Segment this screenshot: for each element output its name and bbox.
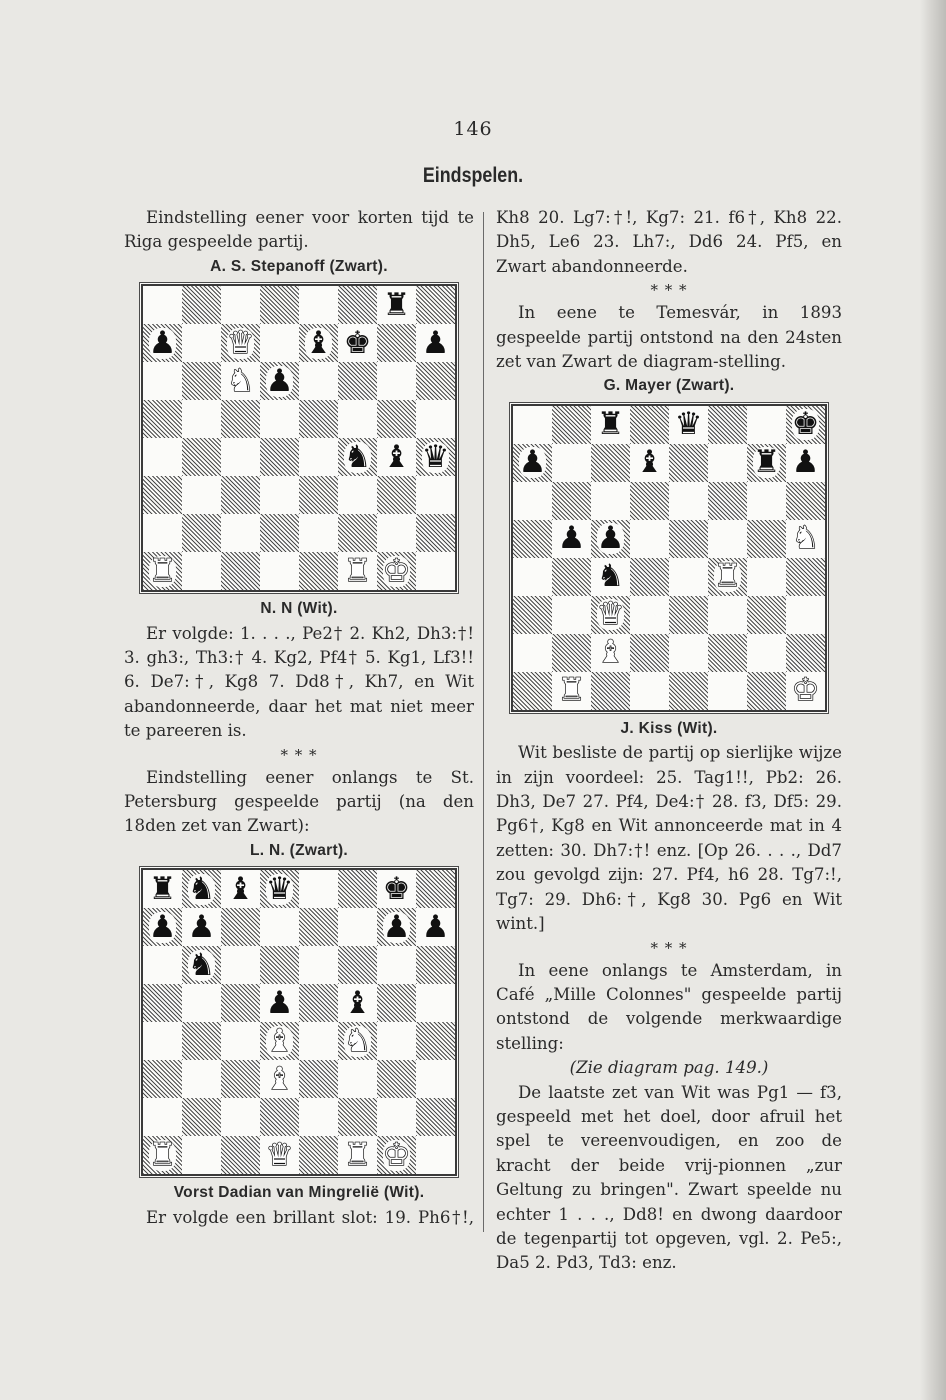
black-king-icon: ♚ — [343, 324, 372, 361]
board-square — [221, 1060, 260, 1098]
board-square — [786, 596, 825, 634]
white-knight-icon: ♞ ♞ — [227, 366, 255, 397]
board-square — [630, 558, 669, 596]
white-bishop-icon: ♝ ♝ — [266, 1064, 294, 1095]
board-square — [416, 984, 455, 1022]
board-square — [377, 476, 416, 514]
board-square — [669, 634, 708, 672]
board-square — [221, 1136, 260, 1174]
board-square — [299, 870, 338, 908]
board-square — [143, 438, 182, 476]
black-knight-icon: ♞ — [187, 946, 216, 983]
board-square — [260, 362, 299, 400]
board-square — [299, 476, 338, 514]
moves-temesvar: Wit besliste de partij op sierlijke wijze in zijn voordeel: 25. Tag1!!, Pb2: 26. Dh3, De7 27. Pf4, De4:† 28. f3, Df5: 29. Pg6†, Kg8 en Wit annonceerde mat in 4 zetten: 30. Dh7:†! enz. [Op 26. . . ., Dd7 zou gevolgd zijn: 27. Pf4, h6 28. Tg7:!, Tg7: 29. Dh6:†, Kg8 30. Pg6 en Wit wint.] — [496, 743, 842, 934]
board-square — [338, 1136, 377, 1174]
board-square — [143, 984, 182, 1022]
board-square — [786, 634, 825, 672]
board-square — [630, 482, 669, 520]
board-square — [221, 362, 260, 400]
black-knight-icon: ♞ — [343, 438, 372, 475]
board-square — [513, 520, 552, 558]
board-square — [221, 946, 260, 984]
board-square — [708, 444, 747, 482]
board-square — [182, 946, 221, 984]
chess-diagram-petersburg — [141, 868, 457, 1176]
board-square — [143, 552, 182, 590]
board-square — [591, 558, 630, 596]
board-square — [143, 908, 182, 946]
moves-petersburg-start: Er volgde een brillant slot: 19. Ph6†!, — [146, 1207, 474, 1227]
board-square — [377, 514, 416, 552]
board-square — [299, 438, 338, 476]
board-square — [182, 514, 221, 552]
board-square — [338, 552, 377, 590]
board-square — [338, 438, 377, 476]
board-square — [630, 520, 669, 558]
board-square — [338, 324, 377, 362]
board-square — [299, 946, 338, 984]
board-square — [552, 596, 591, 634]
board-square — [630, 406, 669, 444]
board-square — [221, 400, 260, 438]
black-queen-icon: ♛ — [674, 406, 703, 443]
board-square — [630, 634, 669, 672]
caption-mayer: G. Mayer (Zwart). — [603, 377, 735, 395]
white-bishop-icon: ♝ ♝ — [597, 637, 625, 668]
intro-riga: Eindstelling eener voor korten tijd te Riga gespeelde partij. — [124, 208, 474, 252]
section-separator: * * * — [280, 745, 318, 764]
black-queen-icon: ♛ — [421, 438, 450, 475]
board-square — [669, 406, 708, 444]
board-square — [299, 362, 338, 400]
board-square — [591, 482, 630, 520]
board-square — [260, 1098, 299, 1136]
board-square — [377, 362, 416, 400]
board-square — [338, 908, 377, 946]
intro-petersburg: Eindstelling eener onlangs te St. Petersburg gespeelde partij (na den 18den zet van Zwart): — [124, 767, 474, 836]
board-square — [377, 400, 416, 438]
board-square — [182, 552, 221, 590]
board-square — [299, 984, 338, 1022]
black-rook-icon: ♜ — [148, 870, 177, 907]
page-edge-shadow — [920, 0, 946, 1400]
black-knight-icon: ♞ — [596, 558, 625, 595]
board-square — [221, 514, 260, 552]
board-square — [260, 946, 299, 984]
board-square — [591, 406, 630, 444]
board-square — [299, 514, 338, 552]
board-square — [377, 1136, 416, 1174]
board-square — [708, 406, 747, 444]
board-square — [630, 444, 669, 482]
board-square — [338, 1060, 377, 1098]
black-pawn-icon: ♟ — [187, 908, 216, 945]
diagram-reference: (Zie diagram pag. 149.) — [569, 1058, 769, 1078]
board-square — [260, 1136, 299, 1174]
board-square — [591, 520, 630, 558]
board-square — [786, 520, 825, 558]
board-square — [143, 946, 182, 984]
board-square — [552, 482, 591, 520]
board-square — [299, 1022, 338, 1060]
intro-temesvar: In eene te Temesvár, in 1893 gespeelde partij ontstond na den 24sten zet van Zwart de diagram-stelling. — [496, 303, 842, 372]
board-square — [182, 400, 221, 438]
board-square — [630, 672, 669, 710]
white-rook-icon: ♜ ♜ — [344, 1140, 372, 1171]
board-square — [669, 520, 708, 558]
board-square — [747, 596, 786, 634]
section-heading: Eindspelen. — [422, 164, 524, 187]
board-square — [377, 552, 416, 590]
board-square — [708, 596, 747, 634]
board-square — [260, 552, 299, 590]
board-square — [669, 444, 708, 482]
white-knight-icon: ♞ ♞ — [792, 523, 820, 554]
board-square — [513, 596, 552, 634]
board-square — [377, 1098, 416, 1136]
board-square — [143, 870, 182, 908]
board-square — [708, 558, 747, 596]
board-square — [416, 552, 455, 590]
board-square — [182, 1136, 221, 1174]
board-square — [338, 476, 377, 514]
board-square — [747, 482, 786, 520]
board-square — [143, 476, 182, 514]
board-square — [747, 406, 786, 444]
board-square — [260, 324, 299, 362]
board-square — [221, 438, 260, 476]
board-square — [416, 476, 455, 514]
board-square — [338, 984, 377, 1022]
board-square — [143, 324, 182, 362]
intro-amsterdam: In eene onlangs te Amsterdam, in Café „Mille Colonnes" gespeelde partij ontstond de volgende merkwaardige stelling: — [496, 960, 842, 1053]
board-square — [299, 1060, 338, 1098]
board-square — [513, 482, 552, 520]
board-square — [221, 286, 260, 324]
board-square — [552, 672, 591, 710]
board-square — [669, 482, 708, 520]
board-square — [747, 444, 786, 482]
board-square — [260, 1022, 299, 1060]
board-square — [260, 870, 299, 908]
black-pawn-icon: ♟ — [421, 324, 450, 361]
board-square — [299, 286, 338, 324]
board-square — [143, 514, 182, 552]
board-square — [338, 514, 377, 552]
board-square — [143, 400, 182, 438]
white-queen-icon: ♛ ♛ — [597, 599, 625, 630]
chess-diagram-temesvar — [511, 404, 827, 712]
board-square — [260, 514, 299, 552]
board-square — [669, 596, 708, 634]
board-square — [416, 514, 455, 552]
board-square — [221, 1022, 260, 1060]
board-square — [416, 324, 455, 362]
board-square — [377, 1022, 416, 1060]
black-rook-icon: ♜ — [596, 406, 625, 443]
board-square — [182, 908, 221, 946]
board-square — [182, 362, 221, 400]
board-square — [747, 558, 786, 596]
board-square — [513, 558, 552, 596]
board-square — [552, 520, 591, 558]
board-square — [299, 1136, 338, 1174]
white-bishop-icon: ♝ ♝ — [266, 1026, 294, 1057]
board-square — [786, 558, 825, 596]
board-square — [338, 1022, 377, 1060]
board-square — [416, 908, 455, 946]
board-square — [299, 908, 338, 946]
white-rook-icon: ♜ ♜ — [558, 675, 586, 706]
board-square — [338, 870, 377, 908]
black-knight-icon: ♞ — [187, 870, 216, 907]
white-rook-icon: ♜ ♜ — [149, 1140, 177, 1171]
board-square — [377, 324, 416, 362]
board-square — [552, 558, 591, 596]
board-square — [260, 286, 299, 324]
board-square — [182, 476, 221, 514]
moves-petersburg-cont: Kh8 20. Lg7:†!, Kg7: 21. f6†, Kh8 22. Dh5, Le6 23. Lh7:, Dd6 24. Pf5, en Zwart abandonneerde. — [496, 208, 842, 276]
black-pawn-icon: ♟ — [557, 520, 586, 557]
white-rook-icon: ♜ ♜ — [344, 556, 372, 587]
board-square — [143, 1060, 182, 1098]
board-square — [260, 400, 299, 438]
board-square — [260, 438, 299, 476]
board-square — [221, 324, 260, 362]
black-pawn-icon: ♟ — [148, 908, 177, 945]
board-square — [513, 672, 552, 710]
board-square — [552, 634, 591, 672]
board-square — [747, 672, 786, 710]
black-bishop-icon: ♝ — [226, 870, 255, 907]
board-square — [182, 438, 221, 476]
black-bishop-icon: ♝ — [304, 324, 333, 361]
board-square — [143, 362, 182, 400]
board-square — [182, 1060, 221, 1098]
board-square — [416, 946, 455, 984]
board-square — [377, 286, 416, 324]
white-queen-icon: ♛ ♛ — [266, 1140, 294, 1171]
board-square — [552, 406, 591, 444]
black-pawn-icon: ♟ — [421, 908, 450, 945]
board-square — [182, 870, 221, 908]
board-square — [299, 552, 338, 590]
caption-stepanoff: A. S. Stepanoff (Zwart). — [210, 257, 388, 275]
right-column — [496, 206, 842, 1276]
board-square — [338, 1098, 377, 1136]
board-square — [630, 596, 669, 634]
board-square — [299, 1098, 338, 1136]
caption-dadian-wit: Vorst Dadian van Mingrelië (Wit). — [173, 1184, 425, 1202]
board-square — [416, 1098, 455, 1136]
board-square — [708, 634, 747, 672]
board-square — [416, 1060, 455, 1098]
board-square — [416, 362, 455, 400]
board-square — [591, 444, 630, 482]
left-column — [124, 206, 474, 1230]
board-square — [143, 1098, 182, 1136]
black-bishop-icon: ♝ — [635, 444, 664, 481]
board-square — [260, 908, 299, 946]
black-bishop-icon: ♝ — [382, 438, 411, 475]
white-rook-icon: ♜ ♜ — [149, 556, 177, 587]
board-square — [221, 984, 260, 1022]
board-square — [377, 908, 416, 946]
board-square — [591, 672, 630, 710]
board-square — [708, 520, 747, 558]
board-square — [143, 286, 182, 324]
board-square — [143, 1022, 182, 1060]
board-square — [786, 406, 825, 444]
black-pawn-icon: ♟ — [148, 324, 177, 361]
black-rook-icon: ♜ — [382, 286, 411, 323]
board-square — [338, 946, 377, 984]
white-king-icon: ♚ ♚ — [383, 556, 411, 587]
board-square — [747, 634, 786, 672]
board-square — [669, 558, 708, 596]
board-square — [221, 908, 260, 946]
black-pawn-icon: ♟ — [596, 520, 625, 557]
board-square — [786, 672, 825, 710]
board-square — [299, 400, 338, 438]
black-pawn-icon: ♟ — [518, 444, 547, 481]
board-square — [221, 1098, 260, 1136]
page-number: 146 — [453, 118, 493, 140]
white-king-icon: ♚ ♚ — [383, 1140, 411, 1171]
board-square — [513, 634, 552, 672]
section-separator: * * * — [650, 281, 688, 300]
board-square — [786, 444, 825, 482]
board-square — [260, 1060, 299, 1098]
black-rook-icon: ♜ — [752, 444, 781, 481]
board-square — [416, 286, 455, 324]
board-square — [416, 1136, 455, 1174]
board-square — [377, 870, 416, 908]
board-square — [338, 400, 377, 438]
board-square — [552, 444, 591, 482]
board-square — [182, 1098, 221, 1136]
column-divider — [483, 212, 484, 1232]
board-square — [221, 870, 260, 908]
white-rook-icon: ♜ ♜ — [714, 561, 742, 592]
board-square — [416, 1022, 455, 1060]
board-square — [747, 520, 786, 558]
board-square — [338, 362, 377, 400]
black-pawn-icon: ♟ — [265, 362, 294, 399]
white-king-icon: ♚ ♚ — [792, 675, 820, 706]
board-square — [338, 286, 377, 324]
board-square — [182, 984, 221, 1022]
board-square — [182, 324, 221, 362]
section-separator: * * * — [650, 938, 688, 957]
board-square — [260, 984, 299, 1022]
chess-diagram-riga — [141, 284, 457, 592]
board-square — [182, 286, 221, 324]
white-queen-icon: ♛ ♛ — [227, 328, 255, 359]
moves-amsterdam: De laatste zet van Wit was Pg1 — f3, gespeeld met het doel, door afruil het spel te vereenvoudigen, en zoo de kracht der beide vrij-pionnen „zur Geltung zu bringen". Zwart speelde nu echter 1 . . ., Dd8! en dwong daardoor de tegenpartij tot opgeven, vgl. 2. Pe5:, Da5 2. Pd3, Td3: enz. — [496, 1082, 842, 1273]
board-square — [416, 870, 455, 908]
board-square — [260, 476, 299, 514]
board-square — [377, 946, 416, 984]
board-square — [299, 324, 338, 362]
board-square — [182, 1022, 221, 1060]
board-square — [591, 596, 630, 634]
black-king-icon: ♚ — [791, 406, 820, 443]
white-knight-icon: ♞ ♞ — [344, 1026, 372, 1057]
board-square — [221, 552, 260, 590]
black-pawn-icon: ♟ — [265, 984, 294, 1021]
board-square — [143, 1136, 182, 1174]
board-square — [708, 482, 747, 520]
board-square — [786, 482, 825, 520]
black-bishop-icon: ♝ — [343, 984, 372, 1021]
caption-nn-wit: N. N (Wit). — [260, 600, 338, 618]
board-square — [377, 984, 416, 1022]
board-square — [513, 406, 552, 444]
black-king-icon: ♚ — [382, 870, 411, 907]
moves-riga: Er volgde: 1. . . ., Pe2† 2. Kh2, Dh3:†! 3. gh3:, Th3:† 4. Kg2, Pf4† 5. Kg1, Lf3!! 6. De7:†, Kg8 7. Dd8†, Kh7, en Wit abandonneerde, daar het mat niet meer te pareeren is. — [124, 623, 474, 741]
board-square — [416, 400, 455, 438]
black-pawn-icon: ♟ — [791, 444, 820, 481]
board-square — [377, 438, 416, 476]
board-square — [708, 672, 747, 710]
board-square — [416, 438, 455, 476]
black-pawn-icon: ♟ — [382, 908, 411, 945]
caption-kiss: J. Kiss (Wit). — [620, 719, 718, 737]
board-square — [513, 444, 552, 482]
board-square — [221, 476, 260, 514]
board-square — [591, 634, 630, 672]
black-queen-icon: ♛ — [265, 870, 294, 907]
caption-ln-zwart: L. N. (Zwart). — [249, 841, 349, 859]
board-square — [377, 1060, 416, 1098]
board-square — [669, 672, 708, 710]
